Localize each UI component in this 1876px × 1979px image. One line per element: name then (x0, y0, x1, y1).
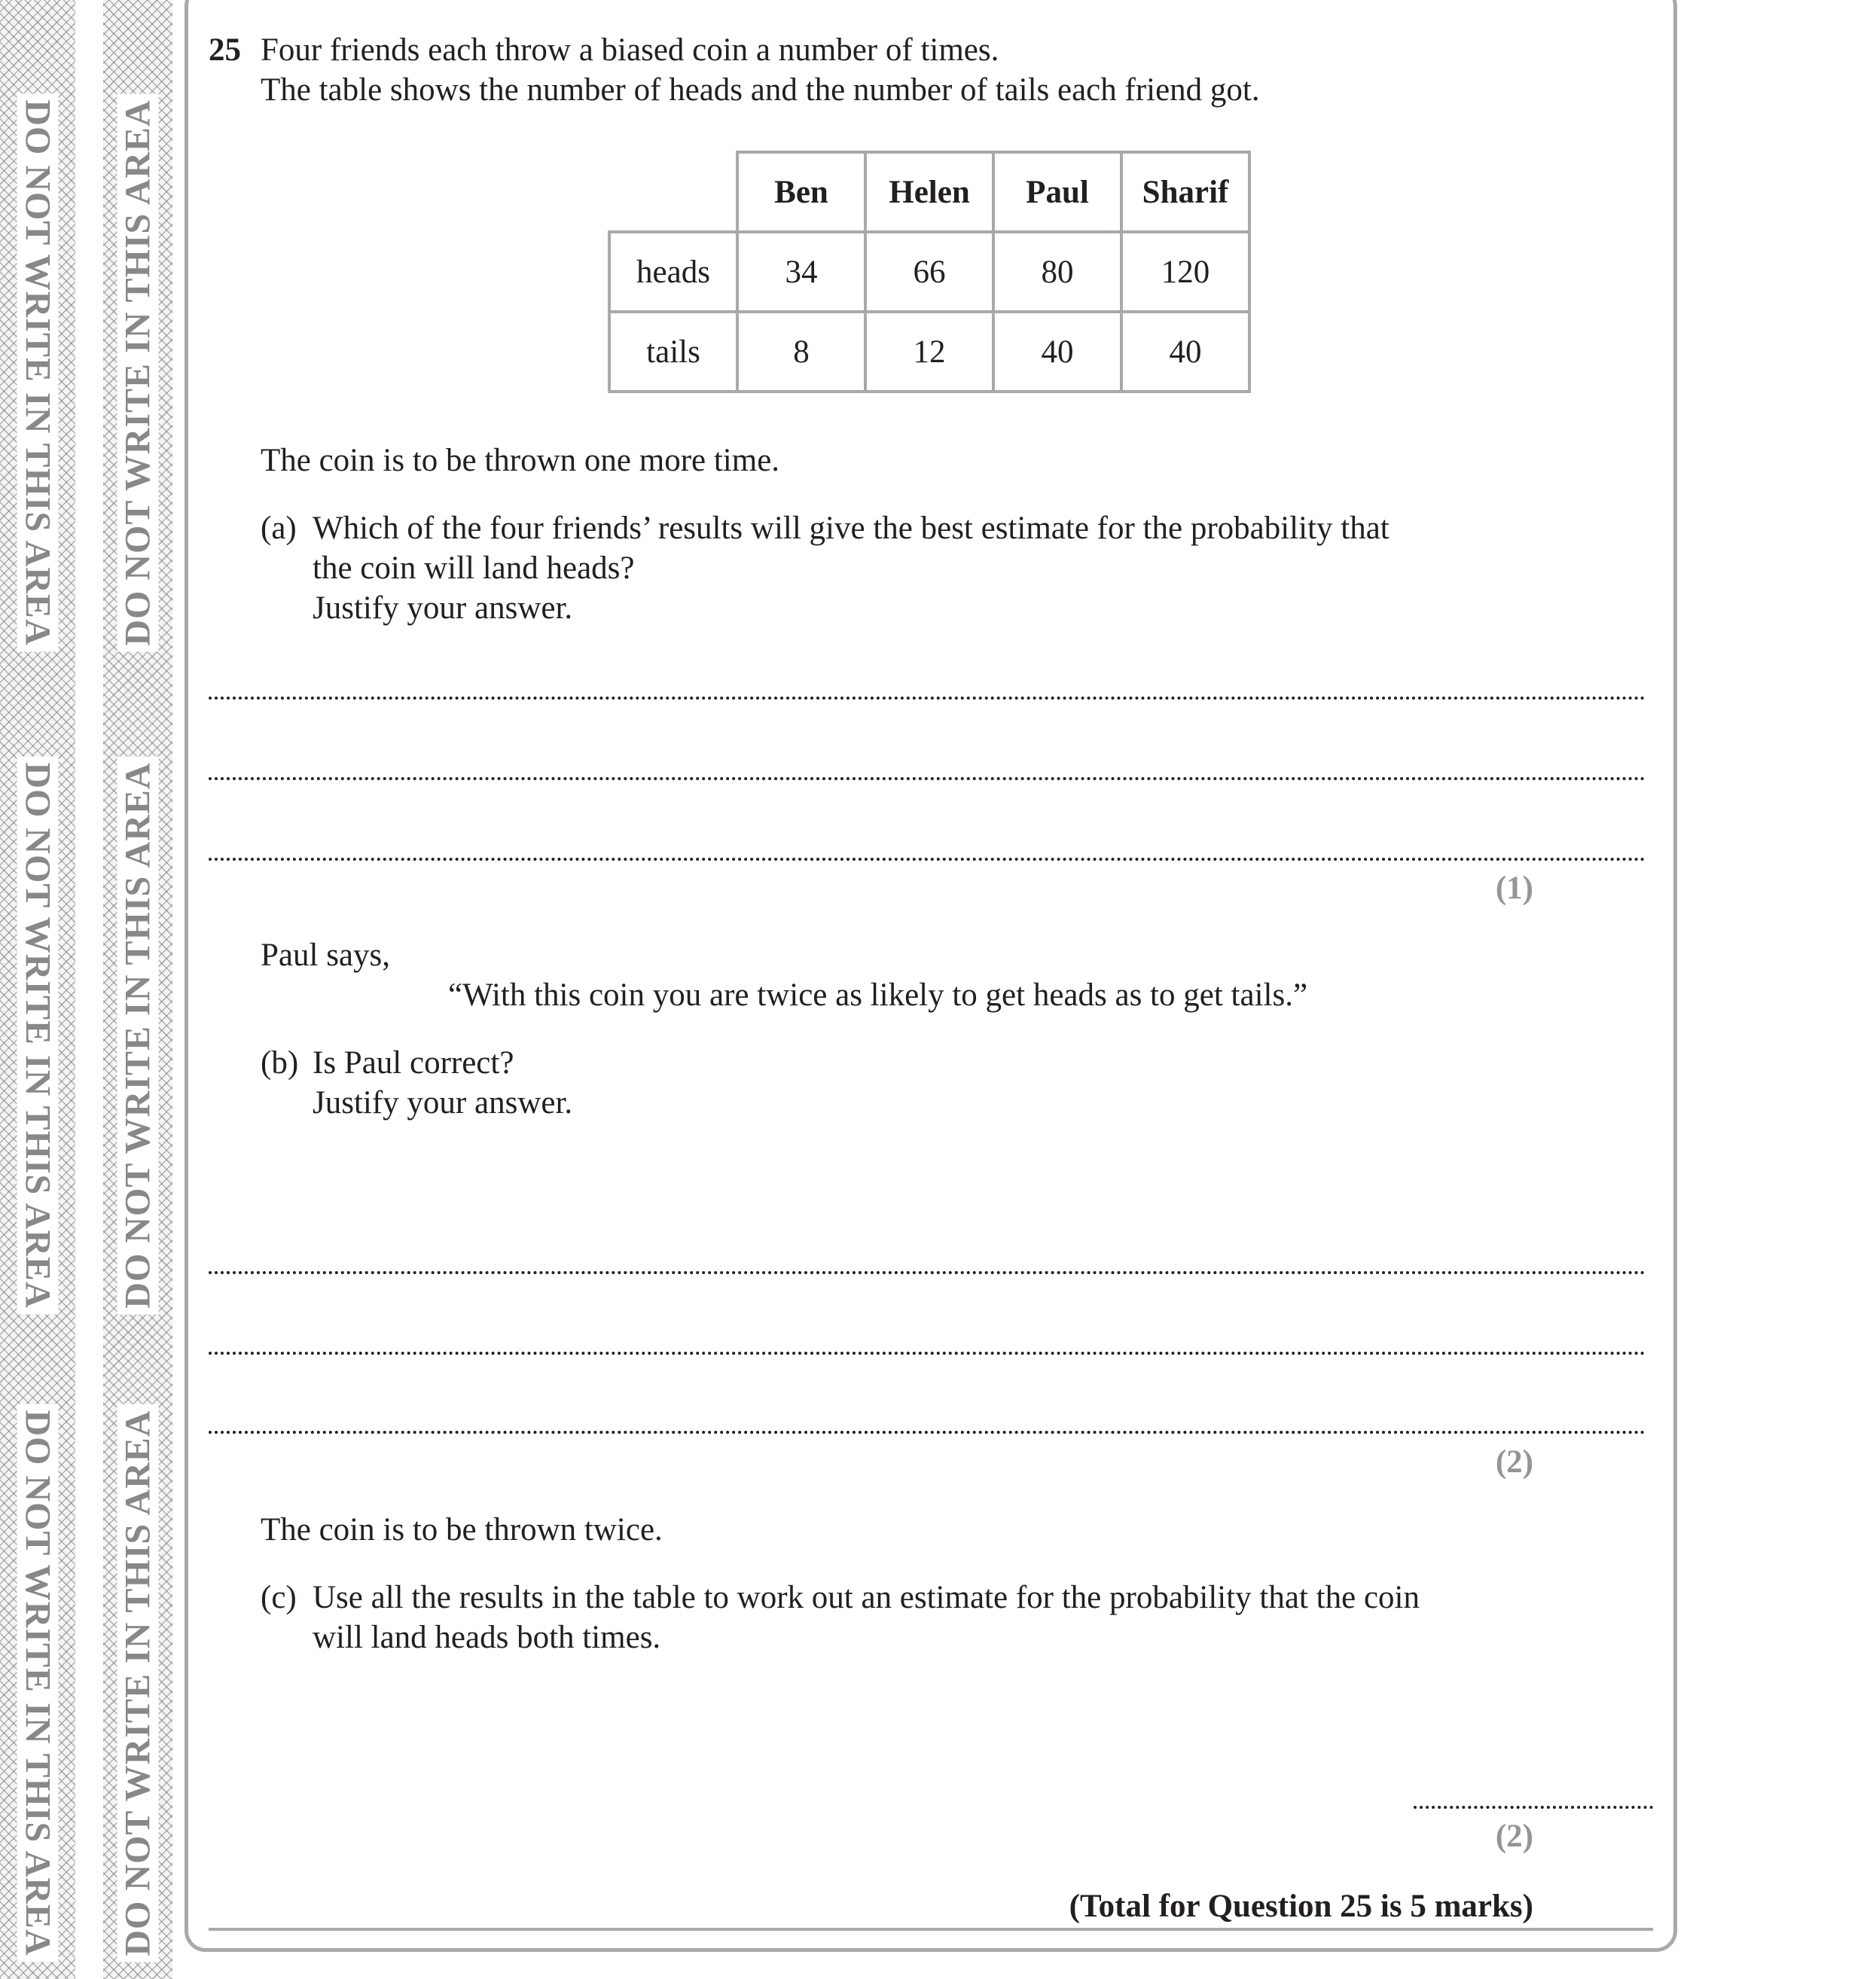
table-corner-cell (609, 152, 737, 232)
answer-line-b-3[interactable] (209, 1431, 1646, 1434)
question-intro-line-2: The table shows the number of heads and the number of tails each friend got. (261, 72, 1260, 108)
part-c-line-1: Use all the results in the table to work out an estimate for the probability that the coin (313, 1580, 1420, 1615)
table-cell: 40 (1121, 312, 1249, 392)
table-row (609, 312, 1249, 392)
paul-quote: “With this coin you are twice as likely to get heads as to get tails.” (448, 977, 1308, 1013)
question-intro-line-1: Four friends each throw a biased coin a number of times. (261, 32, 999, 68)
question-number: 25 (209, 32, 241, 68)
table-column-header: Sharif (1121, 152, 1249, 232)
part-c-label: (c) (261, 1580, 297, 1615)
answer-line-c[interactable] (1414, 1806, 1653, 1809)
answer-line-a-3[interactable] (209, 858, 1646, 861)
margin-warning-inner-1: DO NOT WRITE IN THIS AREA (117, 93, 159, 651)
part-c-marks: (2) (1495, 1819, 1533, 1854)
table-row-label: tails (609, 312, 737, 392)
part-c-line-2: will land heads both times. (313, 1620, 661, 1655)
answer-line-a-2[interactable] (209, 777, 1646, 780)
table-column-header: Paul (993, 152, 1121, 232)
paul-says: Paul says, (261, 938, 390, 973)
table-cell: 66 (865, 232, 993, 312)
part-b-line-1: Is Paul correct? (313, 1045, 514, 1081)
stem-a: The coin is to be thrown one more time. (261, 443, 780, 478)
part-a-line-3: Justify your answer. (313, 590, 573, 626)
table-column-header: Ben (737, 152, 865, 232)
margin-warning-inner-3: DO NOT WRITE IN THIS AREA (117, 1404, 159, 1962)
table-cell: 40 (993, 312, 1121, 392)
table-row (609, 232, 1249, 312)
table-cell: 8 (737, 312, 865, 392)
margin-warning-outer-2: DO NOT WRITE IN THIS AREA (17, 756, 59, 1314)
part-b-label: (b) (261, 1045, 299, 1081)
question-total: (Total for Question 25 is 5 marks) (1069, 1889, 1533, 1924)
table-header-row (609, 152, 1249, 232)
answer-line-a-1[interactable] (209, 697, 1646, 700)
answer-line-b-2[interactable] (209, 1352, 1646, 1355)
part-a-line-1: Which of the four friends’ results will give the best estimate for the probability that (313, 511, 1389, 546)
part-a-label: (a) (261, 511, 297, 546)
margin-warning-outer-3: DO NOT WRITE IN THIS AREA (17, 1404, 59, 1962)
part-b-line-2: Justify your answer. (313, 1085, 573, 1121)
margin-warning-inner-2: DO NOT WRITE IN THIS AREA (117, 756, 159, 1314)
table-row-label: heads (609, 232, 737, 312)
part-a-line-2: the coin will land heads? (313, 550, 635, 586)
results-table (608, 151, 1251, 393)
table-cell: 80 (993, 232, 1121, 312)
table-column-header: Helen (865, 152, 993, 232)
part-a-marks: (1) (1495, 871, 1533, 906)
stem-c: The coin is to be thrown twice. (261, 1512, 663, 1548)
total-rule (209, 1928, 1653, 1931)
margin-warning-outer-1: DO NOT WRITE IN THIS AREA (17, 93, 59, 651)
part-b-marks: (2) (1495, 1444, 1533, 1480)
answer-line-b-1[interactable] (209, 1271, 1646, 1274)
table-cell: 120 (1121, 232, 1249, 312)
table-cell: 34 (737, 232, 865, 312)
table-cell: 12 (865, 312, 993, 392)
